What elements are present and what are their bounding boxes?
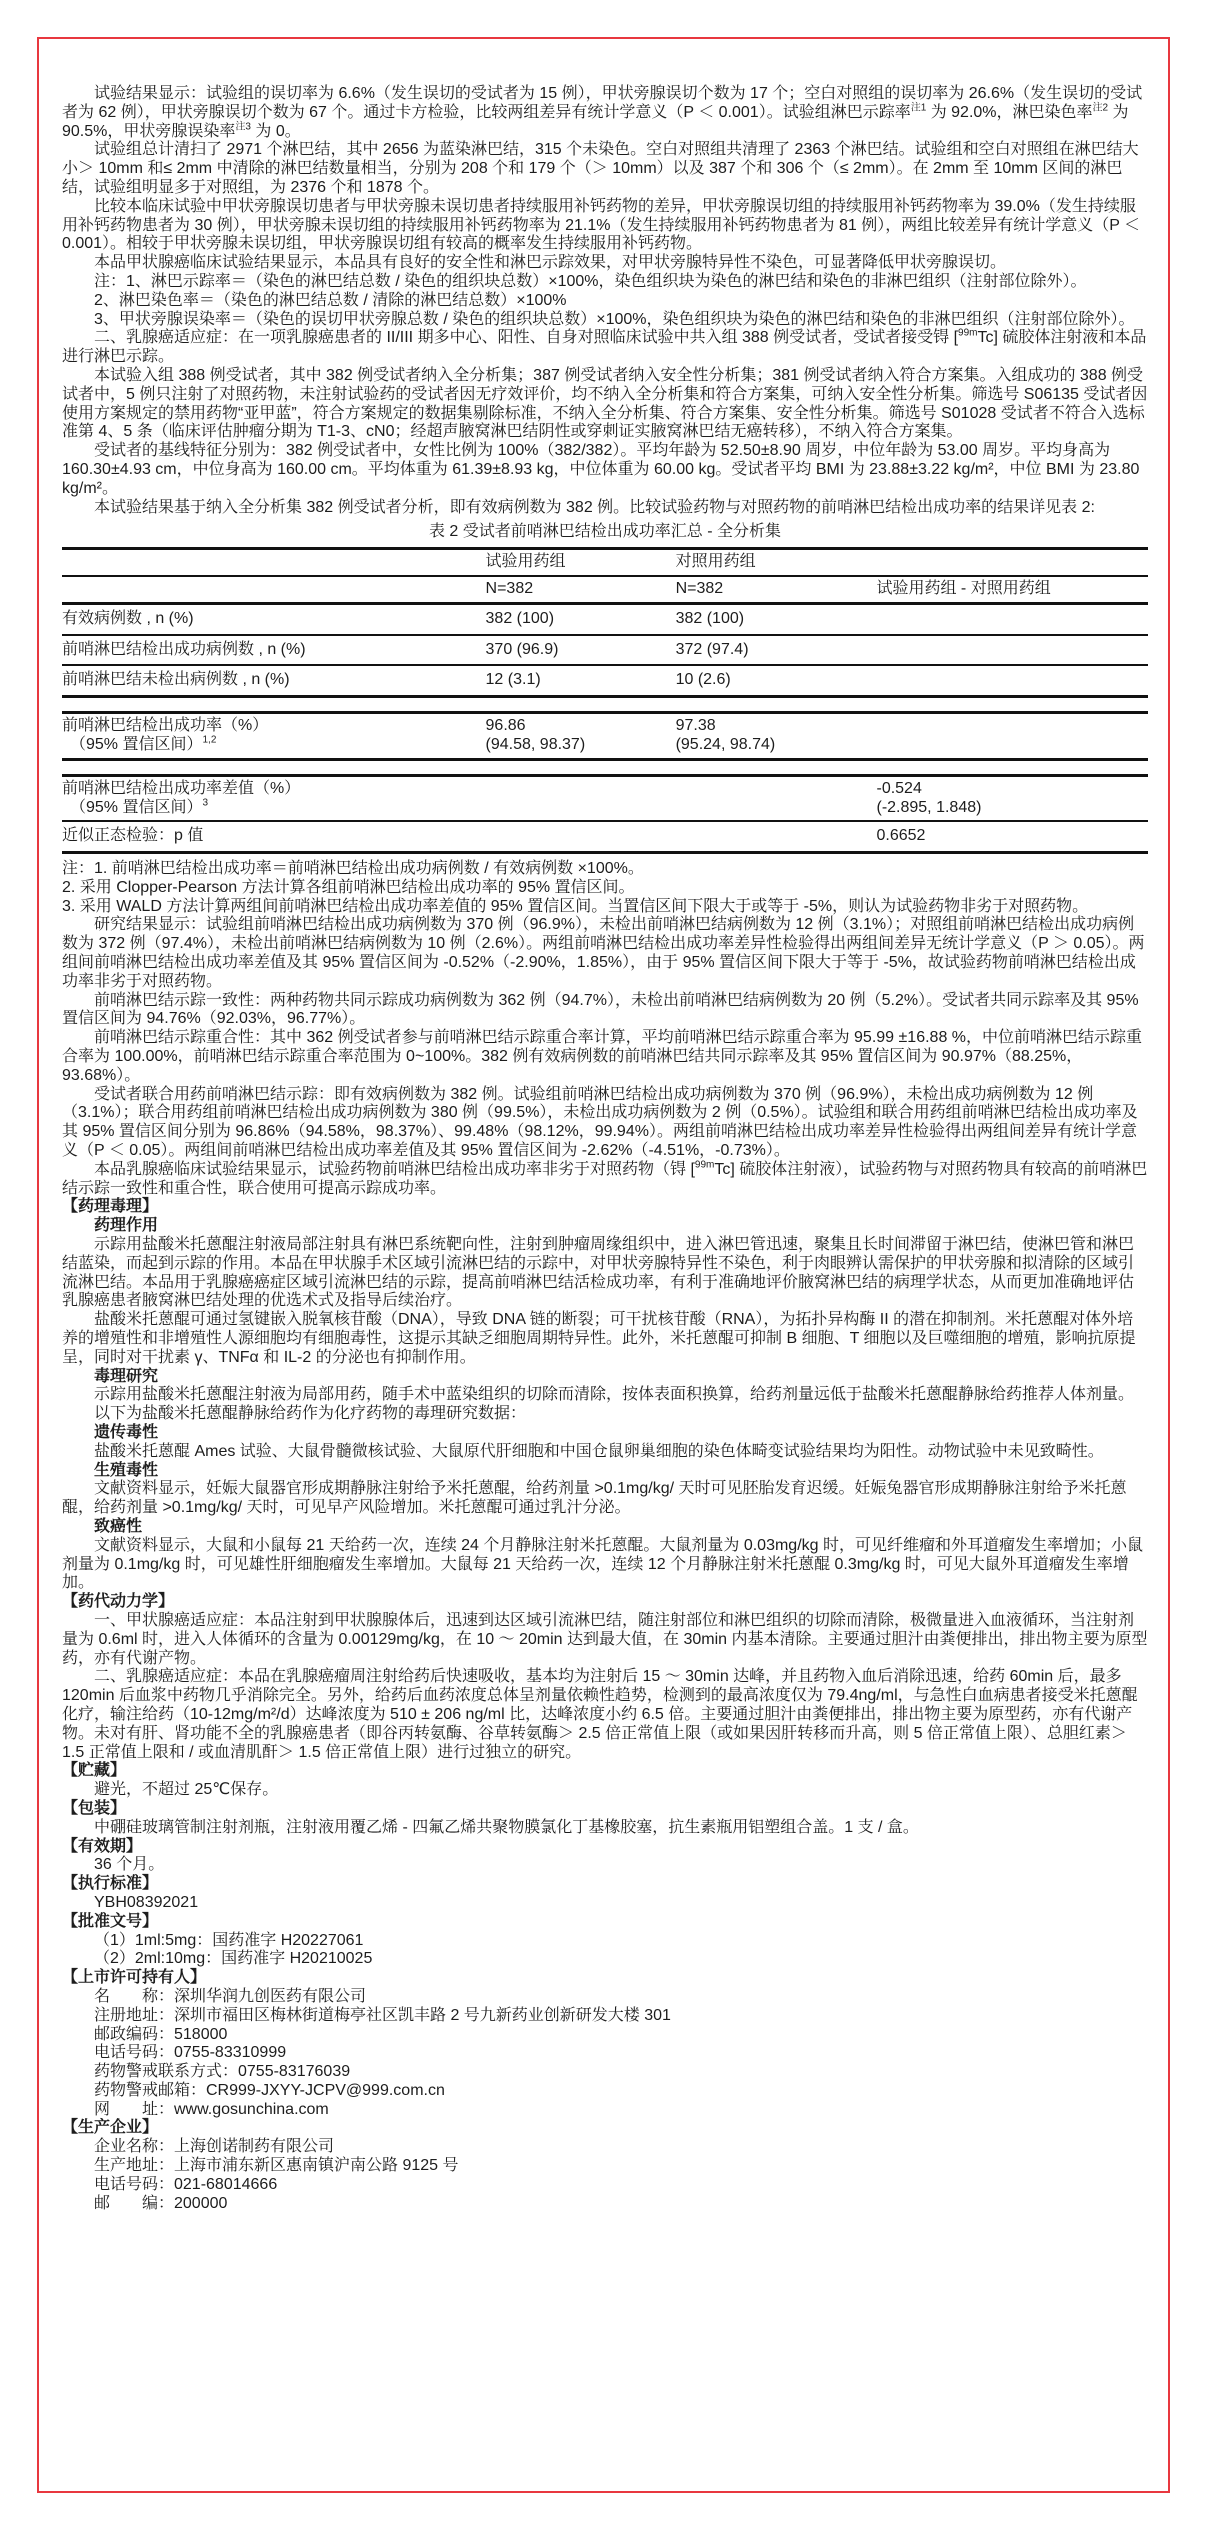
table-cell <box>876 775 1148 821</box>
superscript: 99m <box>958 328 978 340</box>
table-cell <box>876 603 1148 634</box>
table-cell: 382 (100) <box>486 603 676 634</box>
superscript: 99m <box>694 1159 715 1171</box>
text-run: 为 90.5%，甲状旁腺误染率 <box>62 103 1129 140</box>
blocks-after <box>62 860 1148 2213</box>
paragraph: 盐酸米托蒽醌可通过氢键嵌入脱氧核苷酸（DNA），导致 DNA 链的断裂；可干扰核苷酸（RNA），为拓扑异构酶 II 的潜在抑制剂。米托蒽醌对体外培养的增殖性和非增殖性人源细胞均有细胞毒性，这提示其缺乏细胞周期特异性。此外，米托蒽醌可抑制 B 细胞、T 细胞以及巨噬细胞的增殖，影响抗原提呈，同时对干扰素 γ、TNFα 和 IL-2 的分泌也有抑制作用。 <box>62 1311 1136 1366</box>
section-heading: 【贮藏】 <box>62 1762 127 1780</box>
table-spacer <box>62 697 1148 713</box>
section-heading: 【上市许可持有人】 <box>62 1969 207 1987</box>
text-run: 本品乳腺癌临床试验结果显示，试验药物前哨淋巴结检出成功率非劣于对照药物（锝 [ <box>94 1160 695 1178</box>
paragraph: 前哨淋巴结示踪重合性：其中 362 例受试者参与前哨淋巴结示踪重合率计算，平均前哨淋巴结示踪重合率为 95.99 ±16.88 %，中位前哨淋巴结示踪重合率为 100.00%，前哨淋巴结示踪重合率范围为 0~100%。382 例有效病例数的前哨淋巴结共同示踪率及其 95% 置信区间为 90.97%（88.25%，93.68%）。 <box>62 1029 1143 1084</box>
cell-line: 97.38 <box>675 717 716 735</box>
table-cell <box>876 549 1148 576</box>
note-line: 3. 采用 WALD 方法计算两组间前哨淋巴结检出成功率差值的 95% 置信区间。当置信区间下限大于或等于 -5%，则认为试验药物非劣于对照药物。 <box>62 897 1089 915</box>
section-heading: 【有效期】 <box>62 1837 143 1855</box>
paragraph: 一、甲状腺癌适应症：本品注射到甲状腺腺体后，迅速到达区域引流淋巴结，随注射部位和淋巴组织的切除而清除，极微量进入血液循环，当注射剂量为 0.6ml 时，进入人体循环的含量为 0.00129mg/kg，在 10 ～ 20min 达到最大值，在 30min 内基本清除。主要通过胆汁由粪便排出，排出物主要为原型药，亦有代谢产物。 <box>62 1611 1148 1667</box>
cell-line: -0.524 <box>876 779 922 797</box>
paragraph: 36 个月。 <box>94 1856 165 1874</box>
table-cell <box>62 549 486 576</box>
section-heading: 【批准文号】 <box>62 1912 159 1930</box>
table-cell <box>486 775 676 821</box>
paragraph: 受试者联合用药前哨淋巴结示踪：即有效病例数为 382 例。试验组前哨淋巴结检出成功病例数为 370 例（96.9%），未检出成功病例数为 12 例（3.1%）；联合用药组前哨淋巴结检出成功病例数为 380 例（99.5%），未检出成功病例数为 2 例（0.5%）。试验组和联合用药组前哨淋巴结检出成功率及其 95% 置信区间分别为 96.86%（94.58%，98.37%）、99.48%（98.12%，99.94%）。两组前哨淋巴结检出成功率差异性检验得出两组间差异有统计学意义（P ＜ 0.05）。两组间前哨淋巴结检出成功率差值及其 95% 置信区间为 -2.62%（-4.51%，-0.73%）。 <box>62 1085 1138 1160</box>
table-cell: 372 (97.4) <box>676 635 877 666</box>
paragraph: 网 址：www.gosunchina.com <box>94 2100 329 2118</box>
table-cell <box>62 775 486 821</box>
table-cell: 10 (2.6) <box>676 665 877 696</box>
sub-heading: 遗传毒性 <box>94 1424 159 1441</box>
paragraph: 生产地址：上海市浦东新区惠南镇沪南公路 9125 号 <box>94 2157 459 2175</box>
table-row-detected <box>62 635 1148 666</box>
paragraph: 2、淋巴染色率＝（染色的淋巴结总数 / 清除的淋巴结总数）×100% <box>94 291 567 309</box>
table-cell <box>676 713 877 760</box>
table-row-success-rate <box>62 713 1148 760</box>
text-run: 为 92.0%，淋巴染色率 <box>926 103 1093 121</box>
table-header-row-groups <box>62 549 1148 576</box>
paragraph: 比较本临床试验中甲状旁腺误切患者与甲状旁腺未误切患者持续服用补钙药物的差异，甲状旁腺误切组的持续服用补钙药物率为 39.0%（发生持续服用补钙药物患者为 30 例），甲状旁腺未误切组的持续服用补钙药物率为 21.1%（发生持续服用补钙药物患者为 81 例），两组比较差异有统计学意义（P ＜ 0.001）。相较于甲状旁腺未误切组，甲状旁腺误切组有较高的概率发生持续服用补钙药物。 <box>62 197 1141 253</box>
table-cell <box>876 713 1148 760</box>
table-spacer <box>62 759 1148 775</box>
section-heading: 【包装】 <box>62 1799 127 1817</box>
paragraph: 邮政编码：518000 <box>94 2025 228 2043</box>
table-caption: 表 2 受试者前哨淋巴结检出成功率汇总 - 全分析集 <box>428 523 781 541</box>
superscript: 注3 <box>235 121 251 133</box>
paragraph: 文献资料显示，大鼠和小鼠每 21 天给药一次，连续 24 个月静脉注射米托蒽醌。大鼠剂量为 0.03mg/kg 时，可见纤维瘤和外耳道瘤发生率增加；小鼠剂量为 0.1mg/kg 时，可见雄性肝细胞瘤发生率增加。大鼠每 21 天给药一次，连续 12 个月静脉注射米托蒽醌 0.3mg/kg 时，可见大鼠外耳道瘤发生率增加。 <box>62 1536 1143 1592</box>
text-run: 为 0。 <box>250 122 301 140</box>
paragraph: 二、乳腺癌适应症：本品在乳腺癌瘤周注射给药后快速吸收，基本均为注射后 15 ～ 30min 达峰，并且药物入血后消除迅速，给药 60min 后，最多 120min 后血浆中药物几乎消除完全。另外，给药后血药浓度总体呈剂量依赖性趋势，检测到的最高浓度仅为 79.4ng/ml，与急性白血病患者接受米托蒽醌化疗，输注给药（10-12mg/m²/d）达峰浓度为 510 ± 206 ng/ml 比，达峰浓度小约 6.5 倍。主要通过胆汁由粪便排出，排出物主要为原型药，亦有代谢产物。未对有肝、肾功能不全的乳腺癌患者（即谷丙转氨酶、谷草转氨酶＞ 2.5 倍正常值上限（或如果因肝转移而升高，则 5 倍正常值上限）、总胆红素＞ 1.5 正常值上限和 / 或血清肌酐＞ 1.5 倍正常值上限）进行过独立的研究。 <box>62 1668 1138 1761</box>
paragraph: 企业名称：上海创诺制药有限公司 <box>94 2138 335 2156</box>
paragraph: 本品甲状腺癌临床试验结果显示，本品具有良好的安全性和淋巴示踪效果，对甲状旁腺特异性不染色，可显著降低甲状旁腺误切。 <box>94 254 1007 272</box>
section-heading: 【生产企业】 <box>62 2119 159 2137</box>
paragraph: 受试者的基线特征分别为：382 例受试者中，女性比例为 100%（382/382）。平均年龄为 52.50±8.90 周岁，中位年龄为 53.00 周岁。平均身高为 160.30±4.93 cm，中位身高为 160.00 cm。平均体重为 61.39±8.93 kg，中位体重为 60.00 kg。受试者平均 BMI 为 23.88±3.22 kg/m²，中位 BMI 为 23.80 kg/m²。 <box>62 442 1140 497</box>
paragraph <box>62 1161 1148 1199</box>
superscript: 注1 <box>910 102 927 114</box>
table-row-rate-difference <box>62 775 1148 821</box>
paragraph: （1）1ml:5mg：国药准字 H20227061 <box>94 1931 364 1949</box>
table-cell <box>676 775 877 821</box>
sub-heading: 生殖毒性 <box>94 1461 159 1479</box>
cell-line: (-2.895, 1.848) <box>876 798 982 816</box>
table-cell: 有效病例数 , n (%) <box>62 603 486 634</box>
table-cell <box>876 635 1148 666</box>
table-header-row-n <box>62 576 1148 603</box>
text-run: 试验结果显示：试验组的误切率为 6.6%（发生误切的受试者为 15 例），甲状旁腺误切个数为 17 个；空白对照组的误切率为 26.6%（发生误切的受试者为 62 例），甲状旁腺误切个数为 67 个。通过卡方检验，比较两组差异有统计学意义（P ＜ 0.001）。试验组淋巴示踪率 <box>62 85 1143 121</box>
table-cell <box>486 821 676 852</box>
table-cell: 近似正态检验：p 值 <box>62 821 486 852</box>
paragraph: 中硼硅玻璃管制注射剂瓶，注射液用覆乙烯 - 四氟乙烯共聚物膜氯化丁基橡胶塞，抗生素瓶用铝塑组合盖。1 支 / 盒。 <box>94 1818 919 1836</box>
table-2-sln-success <box>62 547 1148 854</box>
table-cell: 370 (96.9) <box>486 635 676 666</box>
text-run: 二、乳腺癌适应症：在一项乳腺癌患者的 II/III 期多中心、阳性、自身对照临床试验中共入组 388 例受试者，受试者接受锝 [ <box>94 329 959 347</box>
cell-line: 前哨淋巴结检出成功率（%） <box>62 717 269 735</box>
paragraph: 盐酸米托蒽醌 Ames 试验、大鼠骨髓微核试验、大鼠原代肝细胞和中国仓鼠卵巢细胞的染色体畸变试验结果均为阳性。动物试验中未见致畸性。 <box>94 1442 1104 1460</box>
table-cell <box>486 713 676 760</box>
cell-line: 前哨淋巴结检出成功率差值（%） <box>62 779 301 797</box>
paragraph: 避光，不超过 25℃保存。 <box>94 1781 279 1799</box>
table-cell: 对照用药组 <box>676 549 877 576</box>
table-cell: 前哨淋巴结检出成功病例数 , n (%) <box>62 635 486 666</box>
paragraph: 本试验结果基于纳入全分析集 382 例受试者分析，即有效病例数为 382 例。比较试验药物与对照药物的前哨淋巴结检出成功率的结果详见表 2: <box>94 498 1095 516</box>
paragraph: 前哨淋巴结示踪一致性：两种药物共同示踪成功病例数为 362 例（94.7%），未检出前哨淋巴结病例数为 20 例（5.2%）。受试者共同示踪率及其 95% 置信区间为 94.76%（92.03%，96.77%）。 <box>62 991 1139 1028</box>
table-cell <box>676 821 877 852</box>
paragraph: 试验组总计清扫了 2971 个淋巴结，其中 2656 为蓝染淋巴结，315 个未染色。空白对照组共清理了 2363 个淋巴结。试验组和空白对照组在淋巴结大小＞ 10mm 和≤ 2mm 中清除的淋巴结数量相当，分别为 208 个和 179 个（＞ 10mm）以及 387 个和 306 个（≤ 2mm）。在 2mm 至 10mm 区间的淋巴结，试验组明显多于对照组，为 2376 个和 1878 个。 <box>62 141 1139 196</box>
paragraph: 电话号码：021-68014666 <box>94 2175 278 2193</box>
paragraph: 文献资料显示，妊娠大鼠器官形成期静脉注射给予米托蒽醌，给药剂量 >0.1mg/kg/ 天时可见胚胎发育迟缓。妊娠兔器官形成期静脉注射给予米托蒽醌，给药剂量 >0.1mg/kg/ 天时，可见早产风险增加。米托蒽醌可通过乳汁分泌。 <box>62 1480 1127 1517</box>
superscript: 注2 <box>1092 102 1109 114</box>
table-cell: 382 (100) <box>676 603 877 634</box>
paragraph: 以下为盐酸米托蒽醌静脉给药作为化疗药物的毒理研究数据： <box>94 1405 527 1423</box>
paragraph <box>62 85 1148 141</box>
paragraph: 药物警戒联系方式：0755-83176039 <box>94 2063 351 2081</box>
paragraph: YBH08392021 <box>94 1893 199 1911</box>
paragraph: 示踪用盐酸米托蒽醌注射液为局部用药，随手术中蓝染组织的切除而清除，按体表面积换算，给药剂量远低于盐酸米托蒽醌静脉给药推荐人体剂量。 <box>94 1386 1135 1404</box>
table-row-valid-cases <box>62 603 1148 634</box>
paragraph: 药物警戒邮箱：CR999-JXYY-JCPV@999.com.cn <box>94 2081 445 2099</box>
paragraph: 电话号码：0755-83310999 <box>94 2044 287 2062</box>
table-row-p-value <box>62 821 1148 852</box>
superscript: 1,2 <box>202 734 217 746</box>
table-row-not-detected <box>62 665 1148 696</box>
text-run: （95% 置信区间） <box>70 735 203 753</box>
document-body <box>39 39 1168 2213</box>
cell-line: (94.58, 98.37) <box>485 735 586 753</box>
paragraph: 名 称：深圳华润九创医药有限公司 <box>94 1987 367 2005</box>
note-line: 注：1. 前哨淋巴结检出成功率＝前哨淋巴结检出成功病例数 / 有效病例数 ×100%。 <box>62 860 644 878</box>
cell-line: 96.86 <box>485 717 526 735</box>
sub-heading: 药理作用 <box>94 1217 159 1235</box>
cell-line: (95.24, 98.74) <box>675 735 776 753</box>
section-heading: 【药代动力学】 <box>62 1593 175 1611</box>
table-cell: N=382 <box>486 576 676 603</box>
table-cell: 12 (3.1) <box>486 665 676 696</box>
sub-heading: 致癌性 <box>94 1517 143 1535</box>
table-cell <box>876 665 1148 696</box>
text-run: （95% 置信区间） <box>70 798 203 816</box>
paragraph: 注：1、淋巴示踪率＝（染色的淋巴结总数 / 染色的组织块总数）×100%，染色组织块为染色的淋巴结和染色的非淋巴组织（注射部位除外）。 <box>94 272 1087 290</box>
table-cell: 试验用药组 <box>486 549 676 576</box>
table-cell: N=382 <box>676 576 877 603</box>
sub-heading: 毒理研究 <box>94 1367 159 1385</box>
paragraph <box>62 329 1148 367</box>
section-heading: 【执行标准】 <box>62 1875 159 1893</box>
paragraph: 注册地址：深圳市福田区梅林街道梅亭社区凯丰路 2 号九新药业创新研发大楼 301 <box>94 2006 671 2024</box>
table-cell: 试验用药组 - 对照用药组 <box>876 576 1148 603</box>
note-line: 2. 采用 Clopper-Pearson 方法计算各组前哨淋巴结检出成功率的 95% 置信区间。 <box>62 878 635 896</box>
blocks-before <box>62 85 1148 517</box>
table-cell <box>62 713 486 760</box>
paragraph: （2）2ml:10mg：国药准字 H20210025 <box>94 1950 373 1968</box>
cell-line <box>62 799 486 818</box>
superscript: 3 <box>202 797 209 809</box>
paragraph: 本试验入组 388 例受试者，其中 382 例受试者纳入全分析集；387 例受试者纳入安全性分析集；381 例受试者纳入符合方案集。入组成功的 388 例受试者中，5 例只注射了对照药物，未注射试验药的受试者因无疗效评价，均不纳入全分析集和符合方案集，可纳入安全性分析集。筛选号 S06135 受试者因使用方案规定的禁用药物“亚甲蓝”，符合方案规定的数据集剔除标准，不纳入全分析集、符合方案集、安全性分析集。筛选号 S01028 受试者不符合入选标准第 4、5 条（临床评估肿瘤分期为 T1-3、cN0；经超声腋窝淋巴结阴性或穿刺证实腋窝淋巴结无癌转移），不纳入符合方案集。 <box>62 366 1148 441</box>
table-cell: 前哨淋巴结未检出病例数 , n (%) <box>62 665 486 696</box>
paragraph: 研究结果显示：试验组前哨淋巴结检出成功病例数为 370 例（96.9%），未检出前哨淋巴结病例数为 12 例（3.1%）；对照组前哨淋巴结检出成功病例数为 372 例（97.4%），未检出前哨淋巴结病例数为 10 例（2.6%）。两组前哨淋巴结检出成功率差异性检验得出两组间差异无统计学意义（P ＞ 0.05）。两组间前哨淋巴结检出成功率差值及其 95% 置信区间为 -0.52%（-2.90%，1.85%），由于 95% 置信区间下限大于等于 -5%，故试验药物前哨淋巴结检出成功率非劣于对照药物。 <box>62 916 1145 990</box>
paragraph: 3、甲状旁腺误染率＝（染色的误切甲状旁腺总数 / 染色的组织块总数）×100%，染色组织块为染色的淋巴结和染色的非淋巴组织（注射部位除外）。 <box>94 310 1135 328</box>
page-border-frame <box>37 37 1170 2493</box>
table-cell: 0.6652 <box>876 821 1148 852</box>
paragraph: 邮 编：200000 <box>94 2194 228 2212</box>
paragraph: 示踪用盐酸米托蒽醌注射液局部注射具有淋巴系统靶向性，注射到肿瘤周缘组织中，进入淋巴管迅速，聚集且长时间滞留于淋巴结，使淋巴管和淋巴结蓝染，而起到示踪的作用。本品在甲状腺手术区域引流淋巴结的示踪中，对甲状旁腺特异性不染色，利于肉眼辨认需保护的甲状旁腺和拟清除的区域引流淋巴结。本品用于乳腺癌癌症区域引流淋巴结的示踪，提高前哨淋巴结活检成功率，有利于准确地评价腋窝淋巴结的病理学状态，从而更加准确地评估乳腺癌患者腋窝淋巴结处理的优选术式及指导后续治疗。 <box>62 1236 1135 1310</box>
text-run: Tc] 硫胶体注射液），试验药物与对照药物具有较高的前哨淋巴结示踪一致性和重合性，联合使用可提高示踪成功率。 <box>62 1160 1148 1197</box>
text-run: Tc] 硫胶体注射液和本品进行淋巴示踪。 <box>62 329 1147 366</box>
table-cell <box>62 576 486 603</box>
cell-line <box>62 736 486 755</box>
section-heading: 【药理毒理】 <box>62 1198 159 1216</box>
